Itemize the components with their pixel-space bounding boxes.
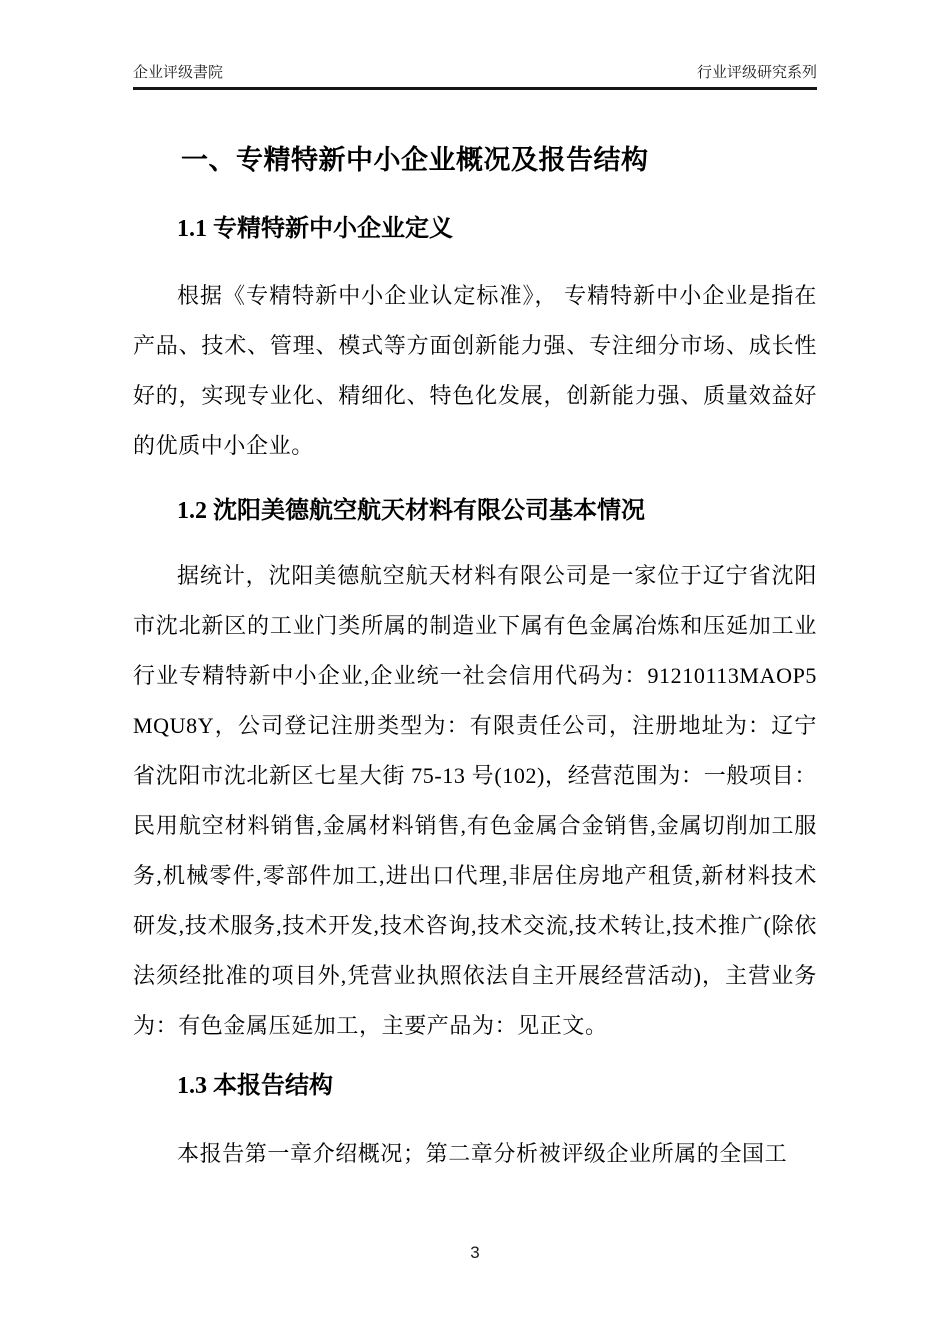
section-1-3-paragraph: 本报告第一章介绍概况；第二章分析被评级企业所属的全国工 bbox=[177, 1141, 788, 1166]
header-right-text: 行业评级研究系列 bbox=[696, 64, 817, 81]
section-heading-1-2: 1.2 沈阳美德航空航天材料有限公司基本情况 bbox=[177, 498, 645, 524]
page-number: 3 bbox=[470, 1243, 480, 1262]
section-heading-1-3: 1.3 本报告结构 bbox=[177, 1073, 333, 1099]
header-left-text: 企业评级書院 bbox=[133, 64, 224, 81]
section-1-2-paragraph: 据统计，沈阳美德航空航天材料有限公司是一家位于辽宁省沈阳市沈北新区的工业门类所属的制造业下属有色金属冶炼和压延加工业行业专精特新中小企业,企业统一社会信用代码为：91210113MAOP5MQU8Y，公司登记注册类型为：有限责任公司，注册地址为：辽宁省沈阳市沈北新区七星大街 75-13 号(102)，经营范围为：一般项目：民用航空材料销售,金属材料销售,有色金属合金销售,金属切削加工服务,机械零件,零部件加工,进出口代理,非居住房地产租赁,新材料技术研发,技术服务,技术开发,技术咨询,技术交流,技术转让,技术推广(除依法须经批准的项目外,凭营业执照依法自主开展经营活动)，主营业务为：有色金属压延加工，主要产品为：见正文。 bbox=[133, 563, 817, 1038]
section-1-1-paragraph: 根据《专精特新中小企业认定标准》， 专精特新中小企业是指在产品、技术、管理、模式等方面创新能力强、专注细分市场、成长性好的，实现专业化、精细化、特色化发展，创新能力强、质量效益好的优质中小企业。 bbox=[133, 283, 817, 458]
page-header bbox=[133, 64, 817, 90]
page-body bbox=[133, 90, 817, 1179]
chapter-title: 一、专精特新中小企业概况及报告结构 bbox=[181, 145, 649, 175]
section-heading-1-1: 1.1 专精特新中小企业定义 bbox=[177, 216, 453, 242]
